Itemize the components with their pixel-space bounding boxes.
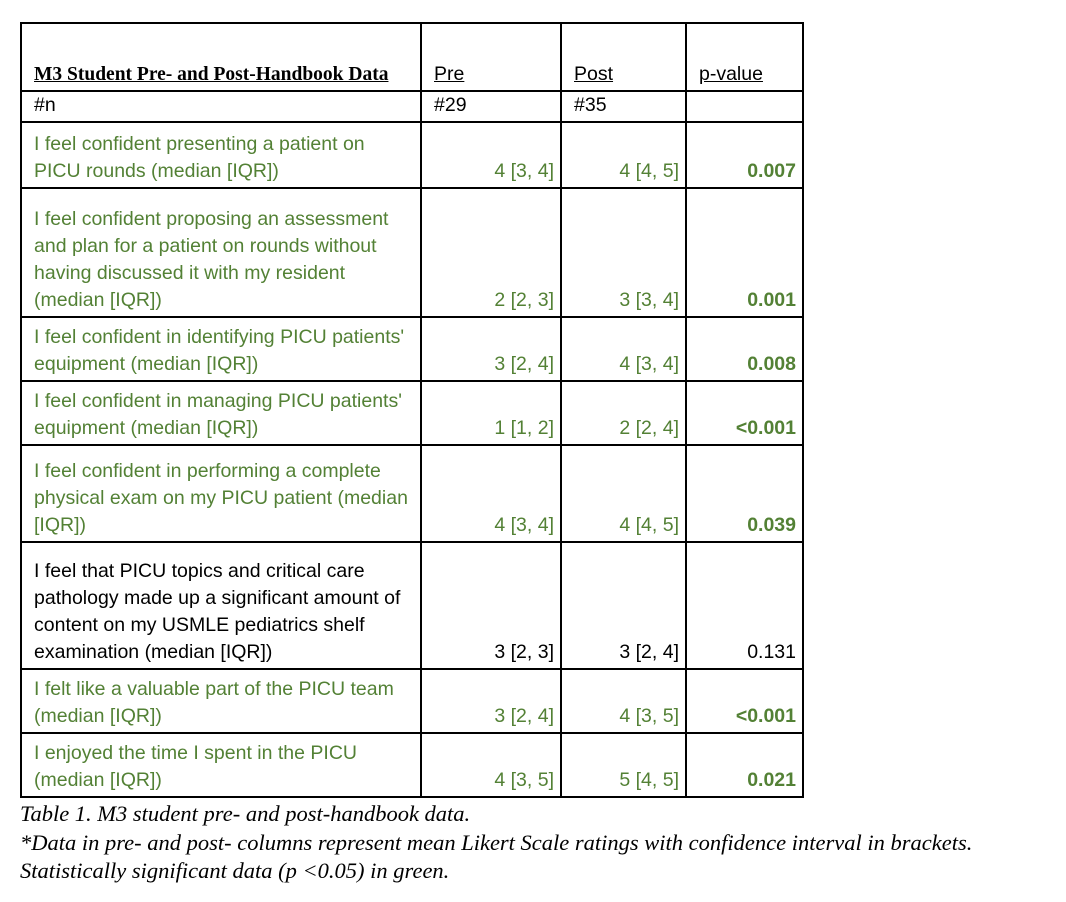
- post-value: 4 [4, 5]: [561, 445, 686, 542]
- p-value: 0.001: [686, 188, 803, 317]
- caption-title: Table 1. M3 student pre- and post-handbook data.: [20, 801, 471, 826]
- question-rows: [21, 122, 803, 797]
- p-value: 0.039: [686, 445, 803, 542]
- table-row: [21, 188, 803, 317]
- question-text: I feel confident in managing PICU patients' equipment (median [IQR]): [21, 381, 421, 445]
- pre-value: 3 [2, 4]: [421, 317, 561, 381]
- question-text: I feel confident presenting a patient on PICU rounds (median [IQR]): [21, 122, 421, 188]
- n-label: #n: [21, 91, 421, 122]
- pre-value: 1 [1, 2]: [421, 381, 561, 445]
- question-text: I felt like a valuable part of the PICU team (median [IQR]): [21, 669, 421, 733]
- p-value: 0.007: [686, 122, 803, 188]
- header-pre: Pre: [421, 23, 561, 91]
- n-row: [21, 91, 803, 122]
- post-value: 4 [3, 5]: [561, 669, 686, 733]
- header-pvalue: p-value: [686, 23, 803, 91]
- table-row: [21, 542, 803, 669]
- question-text: I feel confident proposing an assessment and plan for a patient on rounds without having discussed it with my resident (median [IQR]): [21, 188, 421, 317]
- table-row: [21, 669, 803, 733]
- p-value: <0.001: [686, 669, 803, 733]
- post-value: 4 [3, 4]: [561, 317, 686, 381]
- n-post: #35: [561, 91, 686, 122]
- table-row: [21, 122, 803, 188]
- table-row: [21, 317, 803, 381]
- pre-value: 3 [2, 3]: [421, 542, 561, 669]
- post-value: 3 [2, 4]: [561, 542, 686, 669]
- question-text: I feel confident in identifying PICU patients' equipment (median [IQR]): [21, 317, 421, 381]
- pre-value: 2 [2, 3]: [421, 188, 561, 317]
- post-value: 2 [2, 4]: [561, 381, 686, 445]
- table-row: [21, 381, 803, 445]
- question-text: I feel confident in performing a complete physical exam on my PICU patient (median [IQR]): [21, 445, 421, 542]
- n-pre: #29: [421, 91, 561, 122]
- pre-value: 3 [2, 4]: [421, 669, 561, 733]
- pre-value: 4 [3, 4]: [421, 122, 561, 188]
- question-text: I enjoyed the time I spent in the PICU (median [IQR]): [21, 733, 421, 797]
- p-value: <0.001: [686, 381, 803, 445]
- n-pvalue: [686, 91, 803, 122]
- caption-note: *Data in pre- and post- columns represent mean Likert Scale ratings with confidence interval in brackets.: [20, 829, 973, 855]
- table-row: [21, 445, 803, 542]
- post-value: 5 [4, 5]: [561, 733, 686, 797]
- pre-value: 4 [3, 5]: [421, 733, 561, 797]
- post-value: 3 [3, 4]: [561, 188, 686, 317]
- table-row: [21, 733, 803, 797]
- p-value: 0.021: [686, 733, 803, 797]
- p-value: 0.131: [686, 542, 803, 669]
- question-text: I feel that PICU topics and critical care pathology made up a significant amount of content on my USMLE pediatrics shelf examination (median [IQR]): [21, 542, 421, 669]
- pre-value: 4 [3, 4]: [421, 445, 561, 542]
- header-post: Post: [561, 23, 686, 91]
- table-title: M3 Student Pre- and Post-Handbook Data: [21, 23, 421, 91]
- p-value: 0.008: [686, 317, 803, 381]
- table-caption: [20, 800, 1060, 886]
- caption-significance: Statistically significant data (p <0.05) in green.: [20, 858, 450, 883]
- results-table: [20, 22, 804, 798]
- header-row: [21, 23, 803, 91]
- post-value: 4 [4, 5]: [561, 122, 686, 188]
